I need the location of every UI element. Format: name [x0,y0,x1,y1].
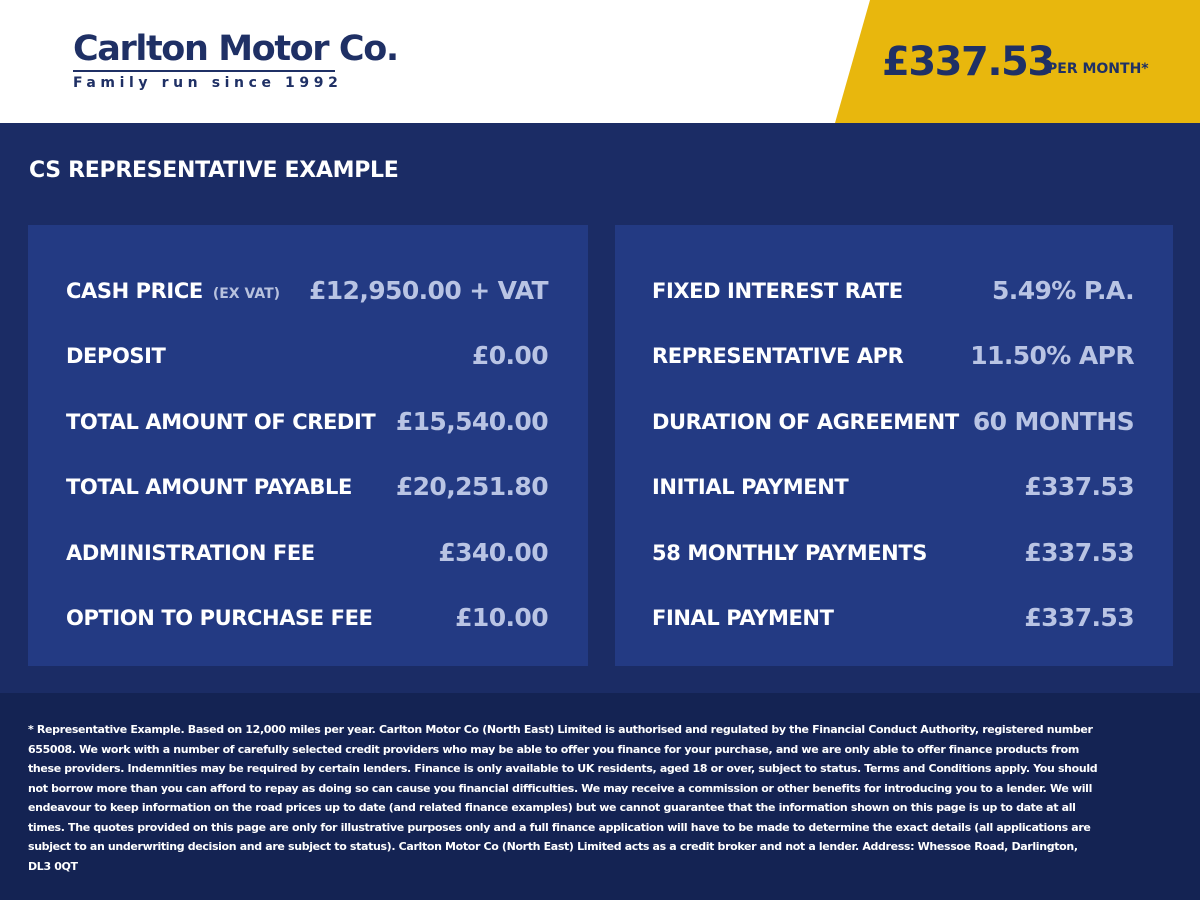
logo-underline [73,70,335,72]
monthly-price: £337.53 [882,39,1054,85]
finance-row [28,598,588,638]
finance-row [615,402,1173,442]
row-value: £337.53 [1024,472,1134,501]
finance-row [615,271,1173,311]
per-month-label: PER MONTH* [1047,61,1149,77]
row-label: OPTION TO PURCHASE FEE [66,606,373,630]
finance-card-right [615,225,1173,666]
row-value: £337.53 [1024,538,1134,567]
logo-name: Carlton Motor Co. [73,29,398,69]
row-label: 58 MONTHLY PAYMENTS [652,541,927,565]
dealer-logo[interactable] [73,28,398,91]
row-value: 5.49% P.A. [992,276,1134,305]
logo-tagline: Family run since 1992 [73,75,343,91]
row-label: DURATION OF AGREEMENT [652,410,959,434]
row-label: CASH PRICE (EX VAT) [66,279,281,303]
row-label: INITIAL PAYMENT [652,475,849,499]
row-value: 11.50% APR [970,341,1134,370]
finance-row [615,467,1173,507]
finance-row [28,271,588,311]
row-label: TOTAL AMOUNT OF CREDIT [66,410,376,434]
row-value: 60 MONTHS [972,407,1134,436]
row-label: DEPOSIT [66,344,166,368]
header-bar [0,0,1200,123]
finance-row [615,336,1173,376]
row-value: £10.00 [455,603,548,632]
row-value: £15,540.00 [395,407,548,436]
finance-card-left [28,225,588,666]
finance-row [28,467,588,507]
row-label: FINAL PAYMENT [652,606,834,630]
finance-row [28,402,588,442]
row-value: £337.53 [1024,603,1134,632]
row-value: £12,950.00 + VAT [308,276,548,305]
row-value: £20,251.80 [395,472,548,501]
disclaimer-footer [0,693,1200,900]
section-title: CS REPRESENTATIVE EXAMPLE [29,158,399,183]
finance-row [615,533,1173,573]
row-value: £340.00 [438,538,548,567]
finance-row [615,598,1173,638]
row-label: TOTAL AMOUNT PAYABLE [66,475,352,499]
row-value: £0.00 [471,341,548,370]
row-label: REPRESENTATIVE APR [652,344,904,368]
row-sublabel: (EX VAT) [212,286,281,302]
finance-row [28,533,588,573]
finance-row [28,336,588,376]
row-label: FIXED INTEREST RATE [652,279,903,303]
row-label: ADMINISTRATION FEE [66,541,315,565]
disclaimer-text: * Representative Example. Based on 12,000 miles per year. Carlton Motor Co (North East) Limited is authorised and regulated by the Financial Conduct Authority, registered number 655008. We work with a number of carefully selected credit providers who may be able to offer you finance for your purchase, and we are only able to offer finance products from these providers. Indemnities may be required by certain lenders. Finance is only available to UK residents, aged 18 or over, subject to status. Terms and Conditions apply. You should not borrow more than you can afford to repay as doing so can cause you financial difficulties. We may receive a commission or other benefits for introducing you to a lender. We will endeavour to keep information on the road prices up to date (and related finance examples) but we cannot guarantee that the information shown on this page is up to date at all times. The quotes provided on this page are only for illustrative purposes only and a full finance application will have to be made to determine the exact details (all applications are subject to an underwriting decision and are subject to status). Carlton Motor Co (North East) Limited acts as a credit broker and not a lender. Address: Whessoe Road, Darlington, DL3 0QT [28,723,1098,873]
